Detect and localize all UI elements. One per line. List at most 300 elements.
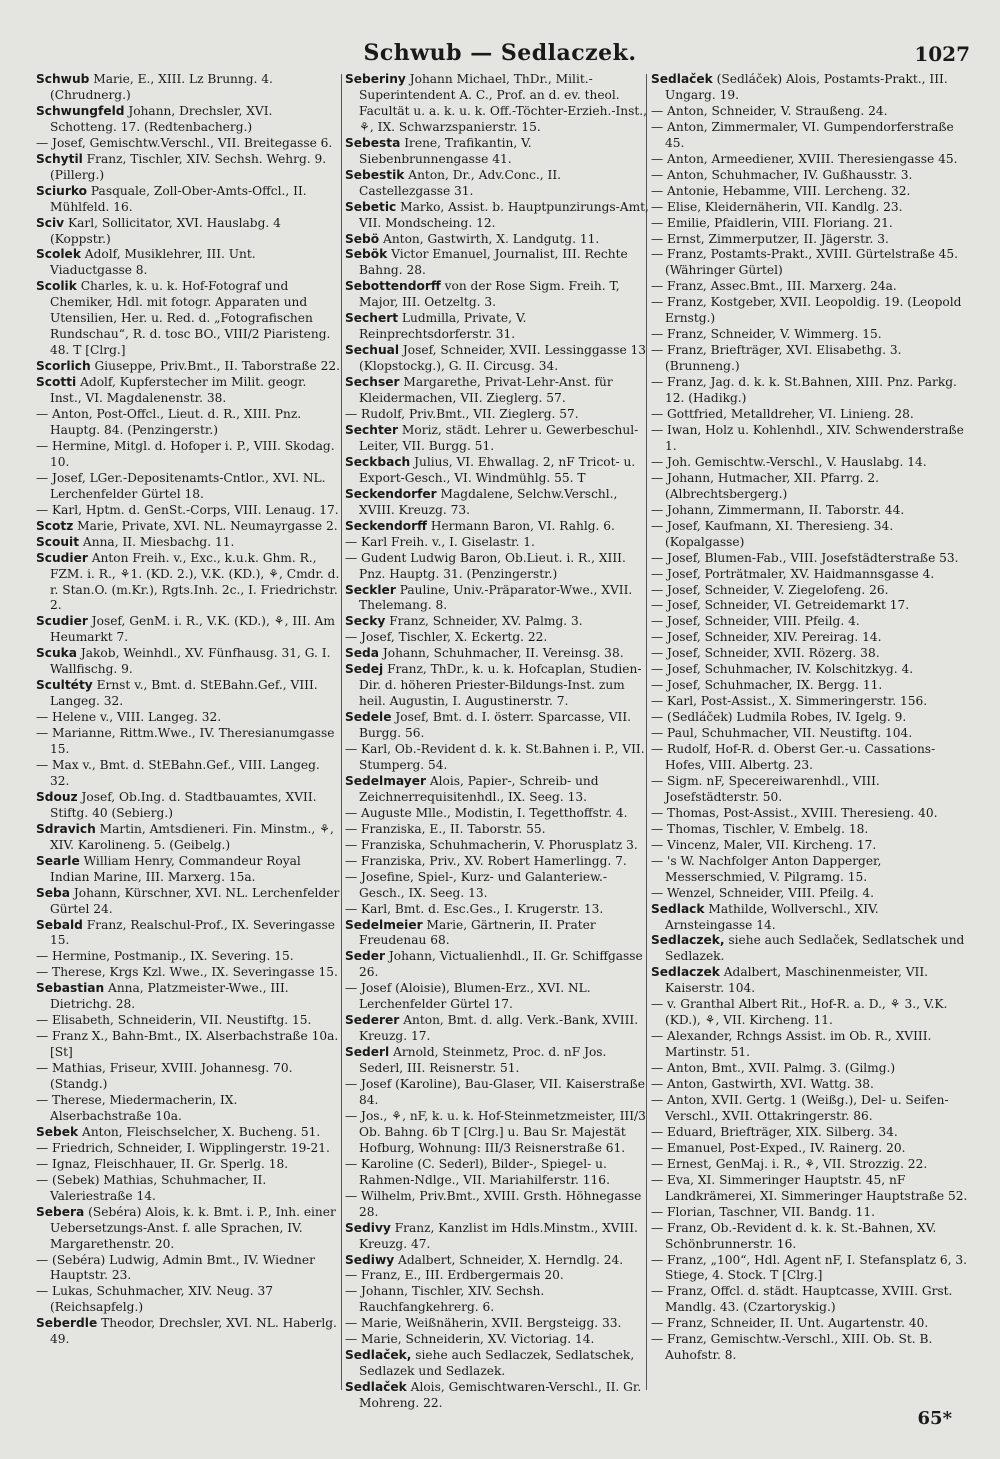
directory-entry	[36, 1125, 341, 1141]
directory-entry	[651, 1141, 969, 1157]
entry-details: — Iwan, Holz u. Kohlenhdl., XIV. Schwenderstraße 1.	[651, 422, 964, 453]
entry-surname: Sedlack	[651, 901, 705, 916]
entry-details: — Franz, Jag. d. k. k. St.Bahnen, XIII. Pnz. Parkg. 12. (Hadikg.)	[651, 375, 957, 406]
directory-entry	[345, 375, 650, 407]
entry-details: Irene, Trafikantin, V. Siebenbrunnengasse 41.	[359, 135, 532, 166]
entry-surname: Seckendorfer	[345, 486, 437, 501]
entry-surname: Sechert	[345, 311, 399, 326]
directory-entry	[651, 838, 969, 854]
entry-details: Johann, Schuhmacher, II. Vereinsg. 38.	[379, 646, 624, 661]
directory-entry	[651, 886, 969, 902]
directory-entry	[651, 232, 969, 248]
directory-entry	[36, 790, 341, 822]
entry-details: von der Rose Sigm. Freih. T, Major, III. Oetzeltg. 3.	[359, 279, 620, 310]
entry-surname: Sebesta	[345, 135, 401, 150]
entry-details: Anton, Dr., Adv.Conc., II. Castellezgasse 31.	[359, 167, 562, 198]
entry-details: — Anton, Gastwirth, XVI. Wattg. 38.	[651, 1077, 874, 1092]
directory-entry	[36, 1141, 341, 1157]
directory-entry	[345, 1045, 650, 1077]
entry-details: — Vincenz, Maler, VII. Kircheng. 17.	[651, 837, 877, 852]
directory-entry	[651, 168, 969, 184]
entry-details: — Karl, Ob.-Revident d. k. k. St.Bahnen i. P., VII. Stumperg. 54.	[345, 742, 645, 772]
directory-entry	[36, 1173, 341, 1205]
entry-details: — Josef, Schuhmacher, IV. Kolschitzkyg. 4.	[651, 662, 914, 677]
directory-entry	[345, 1284, 650, 1316]
entry-details: Giuseppe, Priv.Bmt., II. Taborstraße 22.	[90, 359, 340, 374]
entry-details: siehe auch Sedlaczek, Sedlatschek, Sedlazek und Sedlazek.	[359, 1348, 635, 1379]
directory-entry	[36, 535, 341, 551]
entry-surname: Sederer	[345, 1013, 400, 1028]
entry-details: Adalbert, Schneider, X. Herndlg. 24.	[394, 1252, 624, 1267]
directory-entry	[345, 838, 650, 854]
entry-surname: Sebottendorff	[345, 279, 441, 294]
entry-details: — Ignaz, Fleischhauer, II. Gr. Sperlg. 18.	[36, 1156, 289, 1171]
entry-details: — Hermine, Postmanip., IX. Severing. 15.	[36, 949, 294, 964]
entry-surname: Secky	[345, 614, 386, 629]
entry-details: — Emanuel, Post-Exped., IV. Rainerg. 20.	[651, 1140, 906, 1155]
page-number: 1027	[914, 42, 970, 66]
directory-entry	[345, 1109, 650, 1157]
entry-surname: Scouit	[36, 534, 80, 549]
entry-details: — Therese, Krgs Kzl. Wwe., IX. Severingasse 15.	[36, 965, 338, 980]
directory-entry	[36, 822, 341, 854]
entry-details: Anna, II. Miesbachg. 11.	[79, 534, 235, 549]
directory-entry	[651, 933, 969, 965]
entry-details: — Josef, Schuhmacher, IX. Bergg. 11.	[651, 678, 883, 693]
entry-surname: Sedelmeier	[345, 917, 423, 932]
entry-details: — Paul, Schuhmacher, VII. Neustiftg. 104.	[651, 726, 913, 741]
entry-details: — Wenzel, Schneider, VIII. Pfeilg. 4.	[651, 885, 875, 900]
directory-entry	[651, 630, 969, 646]
directory-entry	[345, 870, 650, 902]
entry-details: — v. Granthal Albert Rit., Hof-R. a. D., ⚘ 3., V.K. (KD.), ⚘, VII. Kircheng. 11.	[651, 997, 948, 1028]
entry-details: Alois, Papier-, Schreib- und Zeichnerrequisitenhdl., IX. Seeg. 13.	[359, 773, 599, 804]
printer-signature: 65*	[917, 1408, 952, 1429]
directory-entry	[345, 614, 650, 630]
directory-entry	[345, 1157, 650, 1189]
entry-surname: Schytil	[36, 151, 83, 166]
entry-details: — Josef, Kaufmann, XI. Theresieng. 34. (Kopalgasse)	[651, 518, 894, 549]
directory-entry	[345, 1077, 650, 1109]
directory-entry	[651, 423, 969, 455]
entry-surname: Scorlich	[36, 359, 91, 374]
entry-details: — Marianne, Rittm.Wwe., IV. Theresianumgasse 15.	[36, 726, 335, 757]
directory-entry	[651, 646, 969, 662]
directory-entry	[345, 72, 650, 136]
entry-surname: Schwungfeld	[36, 103, 125, 118]
directory-entry	[651, 902, 969, 934]
directory-entry	[345, 1268, 650, 1284]
column-divider	[341, 74, 342, 1390]
entry-details: — Ernest, GenMaj. i. R., ⚘, VII. Strozzig. 22.	[651, 1156, 928, 1171]
entry-details: — Joh. Gemischtw.-Verschl., V. Hauslabg. 14.	[651, 454, 927, 469]
entry-details: — Marie, Schneiderin, XV. Victoriag. 14.	[345, 1332, 595, 1347]
entry-surname: Scolik	[36, 279, 77, 294]
directory-entry	[36, 184, 341, 216]
entry-surname: Sebö	[345, 231, 380, 246]
directory-entry	[651, 1221, 969, 1253]
entry-details: Arnold, Steinmetz, Proc. d. nF Jos. Sederl, III. Reisnerstr. 51.	[359, 1045, 607, 1076]
entry-details: — Anton, Schneider, V. Straußeng. 24.	[651, 103, 888, 118]
entry-details: Hermann Baron, VI. Rahlg. 6.	[426, 518, 615, 533]
entry-surname: Scudier	[36, 614, 88, 629]
directory-entry	[345, 1332, 650, 1348]
directory-entry	[651, 774, 969, 806]
entry-details: — Helene v., VIII. Langeg. 32.	[36, 710, 222, 725]
directory-entry	[36, 1013, 341, 1029]
directory-entry	[651, 519, 969, 551]
entry-details: — Josef, Porträtmaler, XV. Haidmannsgasse 4.	[651, 566, 935, 581]
entry-details: — Ernst, Zimmerputzer, II. Jägerstr. 3.	[651, 231, 889, 246]
entry-surname: Scudier	[36, 550, 88, 565]
directory-entry	[651, 997, 969, 1029]
entry-details: William Henry, Commandeur Royal Indian Marine, III. Marxerg. 15a.	[50, 853, 301, 884]
directory-entry	[651, 455, 969, 471]
entry-surname: Seba	[36, 885, 70, 900]
directory-entry	[36, 279, 341, 359]
entry-details: — Auguste Mlle., Modistin, I. Tegetthoffstr. 4.	[345, 805, 628, 820]
directory-entry	[651, 200, 969, 216]
column-1	[36, 72, 341, 1394]
entry-details: — Karl, Hptm. d. GenSt.-Corps, VIII. Lenaug. 17.	[36, 502, 339, 517]
entry-details: Anton Freih. v., Exc., k.u.k. Ghm. R., FZM. i. R., ⚘1. (KD. 2.), V.K. (KD.), ⚘, Cmdr. d. r. Stan.O. (m.Kr.), Rgts.Inh. 2c., I. Friedrichstr. 2.	[50, 550, 340, 613]
entry-details: — Therese, Miedermacherin, IX. Alserbachstraße 10a.	[36, 1093, 238, 1123]
directory-entry	[345, 1013, 650, 1045]
entry-surname: Sdravich	[36, 821, 96, 836]
entry-surname: Sedele	[345, 710, 392, 725]
entry-details: (Sebéra) Alois, k. k. Bmt. i. P., Inh. einer Uebersetzungs-Anst. f. alle Sprachen, IV. Margarethenstr. 20.	[50, 1204, 336, 1251]
directory-entry	[651, 726, 969, 742]
directory-entry	[345, 423, 650, 455]
directory-entry	[36, 1093, 341, 1125]
entry-surname: Seberiny	[345, 72, 406, 86]
entry-details: Adolf, Musiklehrer, III. Unt. Viaductgasse 8.	[50, 247, 256, 278]
entry-details: Pauline, Univ.-Präparator-Wwe., XVII. Thelemang. 8.	[359, 582, 633, 613]
directory-entry	[651, 1205, 969, 1221]
entry-details: — Franz, Offcl. d. städt. Hauptcasse, XVIII. Grst. Mandlg. 43. (Czartoryskig.)	[651, 1284, 953, 1315]
entry-details: Marko, Assist. b. Hauptpunzirungs-Amt, VII. Mondscheing. 12.	[359, 199, 649, 230]
entry-details: — Anton, Bmt., XVII. Palmg. 3. (Gilmg.)	[651, 1061, 896, 1076]
entry-details: siehe auch Sedlaček, Sedlatschek und Sedlazek.	[665, 933, 965, 964]
entry-details: — Franz, E., III. Erdbergermais 20.	[345, 1268, 564, 1283]
directory-entry	[345, 902, 650, 918]
entry-details: Franz, Schneider, XV. Palmg. 3.	[385, 614, 583, 629]
directory-entry	[36, 247, 341, 279]
directory-entry	[651, 965, 969, 997]
entry-surname: Seckendorff	[345, 518, 427, 533]
directory-entry	[651, 598, 969, 614]
directory-entry	[651, 72, 969, 104]
entry-surname: Sebek	[36, 1124, 79, 1139]
entry-surname: Sebetic	[345, 199, 397, 214]
directory-entry	[345, 1316, 650, 1332]
directory-entry	[651, 120, 969, 152]
entry-details: Moriz, städt. Lehrer u. Gewerbeschul-Leiter, VII. Burgg. 51.	[359, 422, 639, 453]
directory-entry	[651, 407, 969, 423]
entry-details: — Anton, Armeediener, XVIII. Theresiengasse 45.	[651, 151, 958, 166]
directory-entry	[345, 774, 650, 806]
directory-entry	[36, 104, 341, 136]
entry-details: — Hermine, Mitgl. d. Hofoper i. P., VIII. Skodag. 10.	[36, 438, 335, 469]
directory-entry	[36, 981, 341, 1013]
entry-details: — Karl, Post-Assist., X. Simmeringerstr. 156.	[651, 694, 928, 709]
entry-surname: Searle	[36, 853, 80, 868]
directory-entry	[651, 662, 969, 678]
entry-details: Marie, E., XIII. Lz Brunng. 4. (Chrudnerg.)	[50, 72, 273, 102]
directory-entry	[36, 726, 341, 758]
directory-entry	[36, 710, 341, 726]
directory-entry	[651, 295, 969, 327]
directory-entry	[345, 1189, 650, 1221]
directory-entry	[651, 583, 969, 599]
entry-surname: Sebök	[345, 247, 388, 262]
entry-surname: Sebald	[36, 917, 83, 932]
entry-details: Charles, k. u. k. Hof-Fotograf und Chemiker, Hdl. mit fotogr. Apparaten und Utensilien, Her. u. Red. d. „Fotografischen Rundschau“, R. d. tosc BO., VIII/2 Piaristeng. 48. T [Clrg.]	[50, 279, 331, 358]
entry-details: — Franz, „100“, Hdl. Agent nF, I. Stefansplatz 6, 3. Stiege, 4. Stock. T [Clrg.]	[651, 1252, 968, 1283]
entry-surname: Sedlaček	[345, 1380, 407, 1395]
entry-details: — Wilhelm, Priv.Bmt., XVIII. Grsth. Höhnegasse 28.	[345, 1188, 642, 1219]
entry-details: — Franziska, Priv., XV. Robert Hamerlingg. 7.	[345, 853, 627, 868]
entry-details: — Josef, Schneider, VIII. Pfeilg. 4.	[651, 614, 860, 629]
entry-details: — Franziska, Schuhmacherin, V. Phorusplatz 3.	[345, 837, 638, 852]
directory-entry	[345, 535, 650, 551]
directory-entry	[651, 614, 969, 630]
entry-details: — Karl Freih. v., I. Giselastr. 1.	[345, 534, 535, 549]
entry-details: — Anton, Schuhmacher, IV. Gußhausstr. 3.	[651, 167, 913, 182]
directory-entry	[345, 551, 650, 583]
directory-entry	[651, 1253, 969, 1285]
entry-details: Theodor, Drechsler, XVI. NL. Haberlg. 49.	[50, 1316, 337, 1347]
directory-entry	[36, 359, 341, 375]
directory-entry	[345, 1253, 650, 1269]
entry-details: — Josef, Tischler, X. Eckertg. 22.	[345, 630, 548, 645]
entry-details: — Marie, Weißnäherin, XVII. Bergsteigg. 33.	[345, 1316, 622, 1331]
entry-details: — Gottfried, Metalldreher, VI. Linieng. 28.	[651, 407, 914, 422]
entry-details: Josef, GenM. i. R., V.K. (KD.), ⚘, III. Am Heumarkt 7.	[50, 614, 335, 645]
entry-surname: Sedlaček,	[345, 1348, 412, 1363]
directory-entry	[345, 279, 650, 311]
entry-details: Julius, VI. Ehwallag. 2, nF Tricot- u. Export-Gesch., VI. Windmühlg. 55. T	[359, 454, 636, 485]
directory-entry	[651, 1316, 969, 1332]
entry-details: — Josef, Gemischtw.Verschl., VII. Breitegasse 6.	[36, 135, 333, 150]
directory-entry	[36, 1157, 341, 1173]
directory-entry	[36, 1205, 341, 1253]
entry-details: — Johann, Tischler, XIV. Sechsh. Rauchfangkehrerg. 6.	[345, 1284, 545, 1315]
page-title: Schwub — Sedlaczek.	[363, 40, 637, 66]
entry-surname: Sebera	[36, 1204, 85, 1219]
directory-entry	[345, 981, 650, 1013]
directory-entry	[651, 710, 969, 726]
directory-entry	[651, 694, 969, 710]
entry-details: — Franz, Schneider, V. Wimmerg. 15.	[651, 327, 882, 342]
entry-details: — Rudolf, Hof-R. d. Oberst Ger.-u. Cassations-Hofes, VIII. Albertg. 23.	[651, 742, 936, 772]
entry-surname: Sebastian	[36, 981, 105, 996]
directory-entry	[651, 1173, 969, 1205]
entry-surname: Sedlaczek	[651, 965, 720, 980]
entry-details: Ernst v., Bmt. d. StEBahn.Gef., VIII. Langeg. 32.	[50, 678, 318, 709]
entry-details: Jakob, Weinhdl., XV. Fünfhausg. 31, G. I. Wallfischg. 9.	[50, 646, 331, 677]
entry-surname: Scotti	[36, 375, 77, 390]
directory-entry	[36, 551, 341, 615]
directory-entry	[345, 918, 650, 950]
entry-details: Franz, Kanzlist im Hdls.Minstm., XVIII. Kreuzg. 47.	[359, 1220, 638, 1251]
entry-surname: Scolek	[36, 247, 81, 262]
directory-entry	[36, 1061, 341, 1093]
entry-details: Anton, Bmt. d. allg. Verk.-Bank, XVIII. Kreuzg. 17.	[359, 1013, 639, 1044]
directory-entry	[345, 949, 650, 981]
entry-details: — Thomas, Tischler, V. Embelg. 18.	[651, 821, 869, 836]
entry-details: Adalbert, Maschinenmeister, VII. Kaiserstr. 104.	[665, 965, 929, 996]
entry-details: — Karl, Bmt. d. Esc.Ges., I. Krugerstr. 13.	[345, 901, 604, 916]
entry-details: Josef, Schneider, XVII. Lessinggasse 13 (Klopstockg.), G. II. Circusg. 34.	[359, 343, 647, 374]
entry-details: — (Sebéra) Ludwig, Admin Bmt., IV. Wiedner Hauptstr. 23.	[36, 1252, 315, 1283]
entry-details: — Emilie, Pfaidlerin, VIII. Floriang. 21.	[651, 215, 893, 230]
directory-entry	[345, 487, 650, 519]
directory-entry	[345, 662, 650, 710]
directory-entry	[36, 1029, 341, 1061]
directory-entry	[345, 1380, 650, 1412]
directory-entry	[651, 1125, 969, 1141]
directory-entry	[36, 886, 341, 918]
entry-details: — 's W. Nachfolger Anton Dapperger, Messerschmied, V. Pilgramg. 15.	[651, 853, 882, 884]
entry-details: — (Sebek) Mathias, Schuhmacher, II. Valeriestraße 14.	[36, 1172, 267, 1203]
entry-details: Martin, Amtsdieneri. Fin. Minstm., ⚘, XIV. Karolineng. 5. (Geibelg.)	[50, 821, 334, 852]
entry-details: Anton, Gastwirth, X. Landgutg. 11.	[379, 231, 600, 246]
directory-entry	[36, 614, 341, 646]
directory-entry	[651, 567, 969, 583]
directory-entry	[345, 742, 650, 774]
directory-entry	[36, 216, 341, 248]
directory-entry	[651, 471, 969, 503]
directory-entry	[651, 1157, 969, 1173]
directory-entry	[36, 678, 341, 710]
directory-entry	[345, 583, 650, 615]
directory-entry	[651, 678, 969, 694]
entry-surname: Scotz	[36, 518, 74, 533]
directory-entry	[36, 1316, 341, 1348]
entry-details: Mathilde, Wollverschl., XIV. Arnsteingasse 14.	[665, 901, 879, 932]
entry-details: — Antonie, Hebamme, VIII. Lercheng. 32.	[651, 183, 911, 198]
directory-entry	[345, 822, 650, 838]
entry-details: (Sedláček) Alois, Postamts-Prakt., III. Ungarg. 19.	[665, 72, 948, 102]
entry-details: — Elise, Kleidernäherin, VII. Kandlg. 23.	[651, 199, 903, 214]
directory-entry	[345, 710, 650, 742]
directory-entry	[36, 965, 341, 981]
entry-details: — Josef (Aloisie), Blumen-Erz., XVI. NL. Lerchenfelder Gürtel 17.	[345, 981, 591, 1012]
entry-surname: Scultéty	[36, 678, 93, 693]
directory-entry	[345, 200, 650, 232]
entry-details: — Franz, Schneider, II. Unt. Augartenstr. 40.	[651, 1316, 929, 1331]
directory-entry	[651, 1332, 969, 1364]
entry-surname: Sedivy	[345, 1220, 391, 1235]
directory-entry	[345, 311, 650, 343]
directory-entry	[651, 104, 969, 120]
directory-entry	[36, 375, 341, 407]
directory-entry	[651, 247, 969, 279]
entry-details: Johann, Victualienhdl., II. Gr. Schiffgasse 26.	[359, 949, 643, 980]
entry-surname: Sedej	[345, 662, 384, 677]
entry-details: — Rudolf, Priv.Bmt., VII. Zieglerg. 57.	[345, 407, 579, 422]
directory-entry	[345, 168, 650, 200]
directory-entry	[651, 551, 969, 567]
entry-details: Josef, Ob.Ing. d. Stadtbauamtes, XVII. Stiftg. 40 (Sebierg.)	[50, 789, 317, 820]
entry-surname: Seberdle	[36, 1316, 98, 1331]
directory-entry	[36, 758, 341, 790]
entry-surname: Sediwy	[345, 1252, 395, 1267]
entry-details: — Friedrich, Schneider, I. Wipplingerstr. 19-21.	[36, 1140, 330, 1155]
entry-details: — Anton, Zimmermaler, VI. Gumpendorferstraße 45.	[651, 119, 954, 150]
entry-surname: Seder	[345, 949, 386, 964]
directory-entry	[651, 216, 969, 232]
entry-details: — Franziska, E., II. Taborstr. 55.	[345, 821, 546, 836]
column-2	[345, 72, 650, 1411]
directory-entry	[345, 806, 650, 822]
entry-details: — Jos., ⚘, nF, k. u. k. Hof-Steinmetzmeister, III/3 Ob. Bahng. 6b T [Clrg.] u. Bau Sr. Majestät Hofburg, Wohnung: III/3 Reisnerstraße 61.	[345, 1108, 646, 1155]
entry-details: — Josef, Schneider, VI. Getreidemarkt 17.	[651, 598, 910, 613]
entry-surname: Seckler	[345, 582, 396, 597]
entry-surname: Sechter	[345, 422, 399, 437]
entry-details: — Elisabeth, Schneiderin, VII. Neustiftg. 15.	[36, 1013, 312, 1028]
entry-details: Josef, Bmt. d. I. österr. Sparcasse, VII. Burgg. 56.	[359, 710, 632, 741]
entry-details: — Josef, LGer.-Depositenamts-Cntlor., XVI. NL. Lerchenfelder Gürtel 18.	[36, 470, 326, 501]
entry-surname: Sederl	[345, 1045, 390, 1060]
entry-details: — Franz, Postamts-Prakt., XVIII. Gürtelstraße 45. (Währinger Gürtel)	[651, 247, 959, 278]
column-3	[651, 72, 969, 1394]
directory-entry	[345, 630, 650, 646]
entry-details: Anna, Platzmeister-Wwe., III. Dietrichg. 28.	[50, 981, 289, 1012]
entry-surname: Sechual	[345, 343, 400, 358]
directory-entry	[36, 503, 341, 519]
directory-entry	[651, 327, 969, 343]
entry-details: Johann, Kürschner, XVI. NL. Lerchenfelder Gürtel 24.	[50, 885, 340, 916]
entry-surname: Sdouz	[36, 789, 78, 804]
entry-details: Franz, ThDr., k. u. k. Hofcaplan, Studien-Dir. d. höheren Priester-Bildungs-Inst. zum heil. Augustin, I. Augustinerstr. 7.	[359, 662, 642, 709]
entry-details: — Franz, Briefträger, XVI. Elisabethg. 3. (Brunneng.)	[651, 343, 902, 374]
entry-details: — Eduard, Briefträger, XIX. Silberg. 34.	[651, 1124, 898, 1139]
entry-details: — Eva, XI. Simmeringer Hauptstr. 45, nF Landkrämerei, XI. Simmeringer Hauptstraße 52.	[651, 1172, 968, 1203]
entry-surname: Sebestik	[345, 167, 405, 182]
directory-entry	[651, 1029, 969, 1061]
directory-entry	[345, 407, 650, 423]
directory-entry	[36, 1253, 341, 1285]
directory-entry	[651, 1284, 969, 1316]
entry-surname: Sedlaček	[651, 72, 713, 86]
directory-entry	[345, 854, 650, 870]
entry-details: — Franz, Assec.Bmt., III. Marxerg. 24a.	[651, 279, 897, 294]
directory-entry	[345, 1348, 650, 1380]
entry-surname: Sciv	[36, 215, 65, 230]
entry-details: — Josefine, Spiel-, Kurz- und Galanteriew.-Gesch., IX. Seeg. 13.	[345, 869, 608, 900]
entry-details: Anton, Fleischselcher, X. Bucheng. 51.	[78, 1124, 321, 1139]
entry-details: — Lukas, Schuhmacher, XIV. Neug. 37 (Reichsapfelg.)	[36, 1284, 274, 1315]
entry-details: — Johann, Hutmacher, XII. Pfarrg. 2. (Albrechtsbergerg.)	[651, 470, 880, 501]
directory-entry	[651, 375, 969, 407]
entry-details: — Josef, Schneider, V. Ziegelofeng. 26.	[651, 582, 889, 597]
entry-details: — Max v., Bmt. d. StEBahn.Gef., VIII. Langeg. 32.	[36, 757, 320, 788]
entry-details: — Josef (Karoline), Bau-Glaser, VII. Kaiserstraße 84.	[345, 1077, 645, 1107]
entry-details: Pasquale, Zoll-Ober-Amts-Offcl., II. Mühlfeld. 16.	[50, 183, 307, 214]
entry-details: — Alexander, Rchngs Assist. im Ob. R., XVIII. Martinstr. 51.	[651, 1029, 932, 1060]
entry-details: — Franz, Gemischtw.-Verschl., XIII. Ob. St. B. Auhofstr. 8.	[651, 1332, 933, 1363]
entry-details: Franz, Tischler, XIV. Sechsh. Wehrg. 9. (Pillerg.)	[50, 151, 327, 182]
directory-entry	[345, 455, 650, 487]
entry-details: — Mathias, Friseur, XVIII. Johannesg. 70. (Standg.)	[36, 1061, 293, 1092]
entry-details: Magdalene, Selchw.Verschl., XVIII. Kreuzg. 73.	[359, 486, 618, 517]
entry-details: — Franz X., Bahn-Bmt., IX. Alserbachstraße 10a. [St]	[36, 1029, 339, 1060]
directory-entry	[345, 247, 650, 279]
directory-entry	[36, 136, 341, 152]
directory-entry	[345, 646, 650, 662]
